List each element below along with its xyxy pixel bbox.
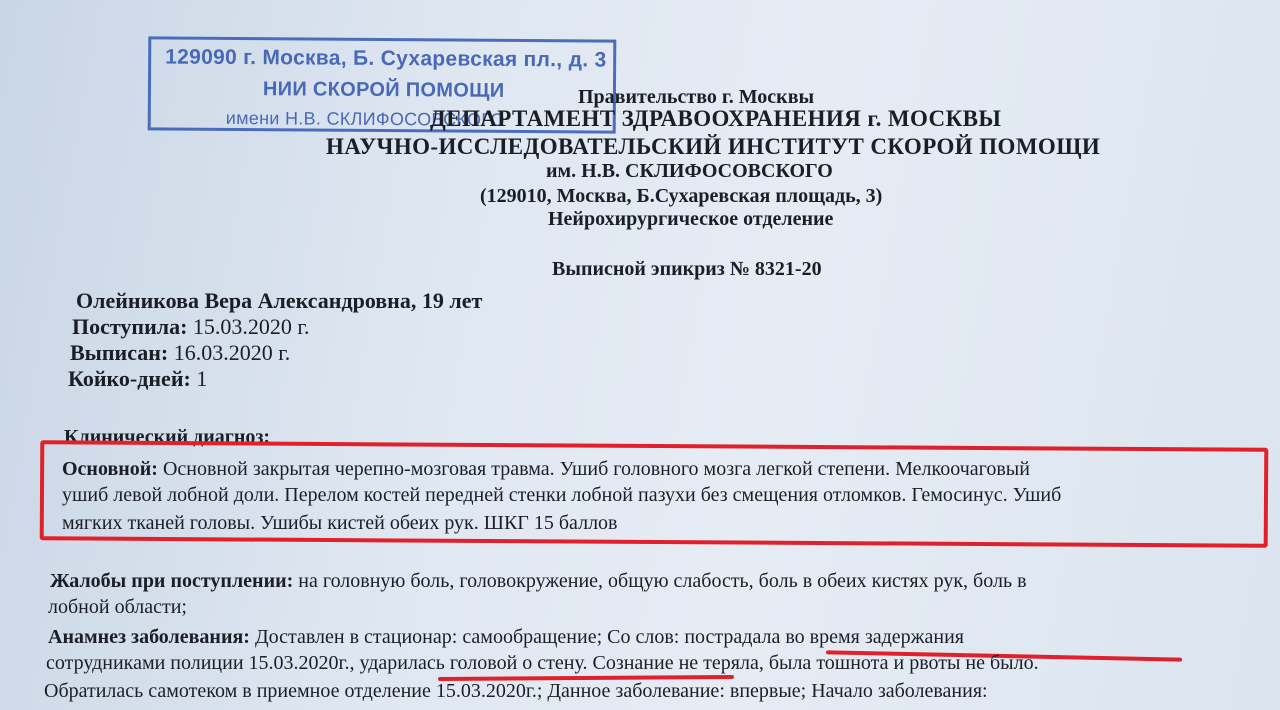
- complaints-label: Жалобы при поступлении:: [50, 570, 294, 592]
- document-title: Выписной эпикриз № 8321-20: [552, 258, 822, 280]
- header-address: (129010, Москва, Б.Сухаревская площадь, 3): [480, 185, 883, 207]
- bed-days-value: 1: [196, 366, 208, 391]
- stamp-address: 129090 г. Москва, Б. Сухаревская пл., д. 3: [165, 45, 607, 72]
- complaints-line-1: [50, 570, 1027, 593]
- complaints-text-1: на головную боль, головокружение, общую слабость, боль в обеих кистях рук, боль в: [298, 570, 1027, 592]
- stamp-name: НИИ СКОРОЙ ПОМОЩИ: [262, 78, 505, 102]
- diagnosis-text-1: Основной закрытая черепно-мозговая травма. Ушиб головного мозга легкой степени. Мелкоочаговый: [162, 458, 1030, 480]
- diagnosis-main-label: Основной:: [62, 458, 158, 480]
- anamnesis-line-1: [48, 626, 964, 649]
- bed-days-row: [68, 366, 207, 392]
- anamnesis-text-2b-highlighted: , ударилась головой о стену.: [349, 652, 588, 674]
- anamnesis-text-2c: Сознание не теряла, была тошнота и рвоты не было.: [587, 652, 1039, 674]
- admitted-row: [72, 314, 309, 340]
- patient-name: Олейникова Вера Александровна, 19 лет: [76, 288, 483, 313]
- diagnosis-line-3: мягких тканей головы. Ушибы кистей обеих рук. ШКГ 15 баллов: [62, 512, 618, 534]
- admitted-date: 15.03.2020 г.: [192, 314, 310, 339]
- discharged-date: 16.03.2020 г.: [173, 340, 291, 365]
- header-department: ДЕПАРТАМЕНТ ЗДРАВООХРАНЕНИЯ г. МОСКВЫ: [430, 106, 1002, 131]
- complaints-line-2: лобной области;: [48, 596, 187, 618]
- diagnosis-heading: Клинический диагноз:: [64, 426, 271, 448]
- header-government: Правительство г. Москвы: [578, 86, 815, 108]
- anamnesis-label: Анамнез заболевания:: [48, 626, 250, 648]
- anamnesis-text-1b-highlighted: пострадала во время задержания: [684, 626, 964, 648]
- discharged-label: Выписан:: [70, 340, 169, 365]
- admitted-label: Поступила:: [72, 314, 188, 339]
- bed-days-label: Койко-дней:: [68, 366, 191, 391]
- header-neurosurgery-department: Нейрохирургическое отделение: [548, 208, 834, 230]
- anamnesis-text-2a: сотрудниками полиции 15.03.2020г.: [46, 652, 350, 674]
- diagnosis-line-2: ушиб левой лобной доли. Перелом костей передней стенки лобной пазухи без смещения отломков. Гемосинус. Ушиб: [62, 484, 1062, 506]
- anamnesis-line-2: [46, 652, 1039, 675]
- header-institute: НАУЧНО-ИССЛЕДОВАТЕЛЬСКИЙ ИНСТИТУТ СКОРОЙ ПОМОЩИ: [326, 134, 1101, 159]
- discharged-row: [70, 340, 290, 366]
- stamp-named: имени Н.В. СКЛИФОСОВСКОГО: [225, 107, 505, 130]
- anamnesis-line-3: Обратилась самотеком в приемное отделение 15.03.2020г.; Данное заболевание: впервые; Начало заболевания:: [44, 680, 988, 702]
- anamnesis-text-1a: Доставлен в стационар: самообращение; Со слов:: [254, 626, 685, 648]
- diagnosis-line-1: [62, 458, 1030, 481]
- header-named: им. Н.В. СКЛИФОСОВСКОГО: [546, 160, 833, 182]
